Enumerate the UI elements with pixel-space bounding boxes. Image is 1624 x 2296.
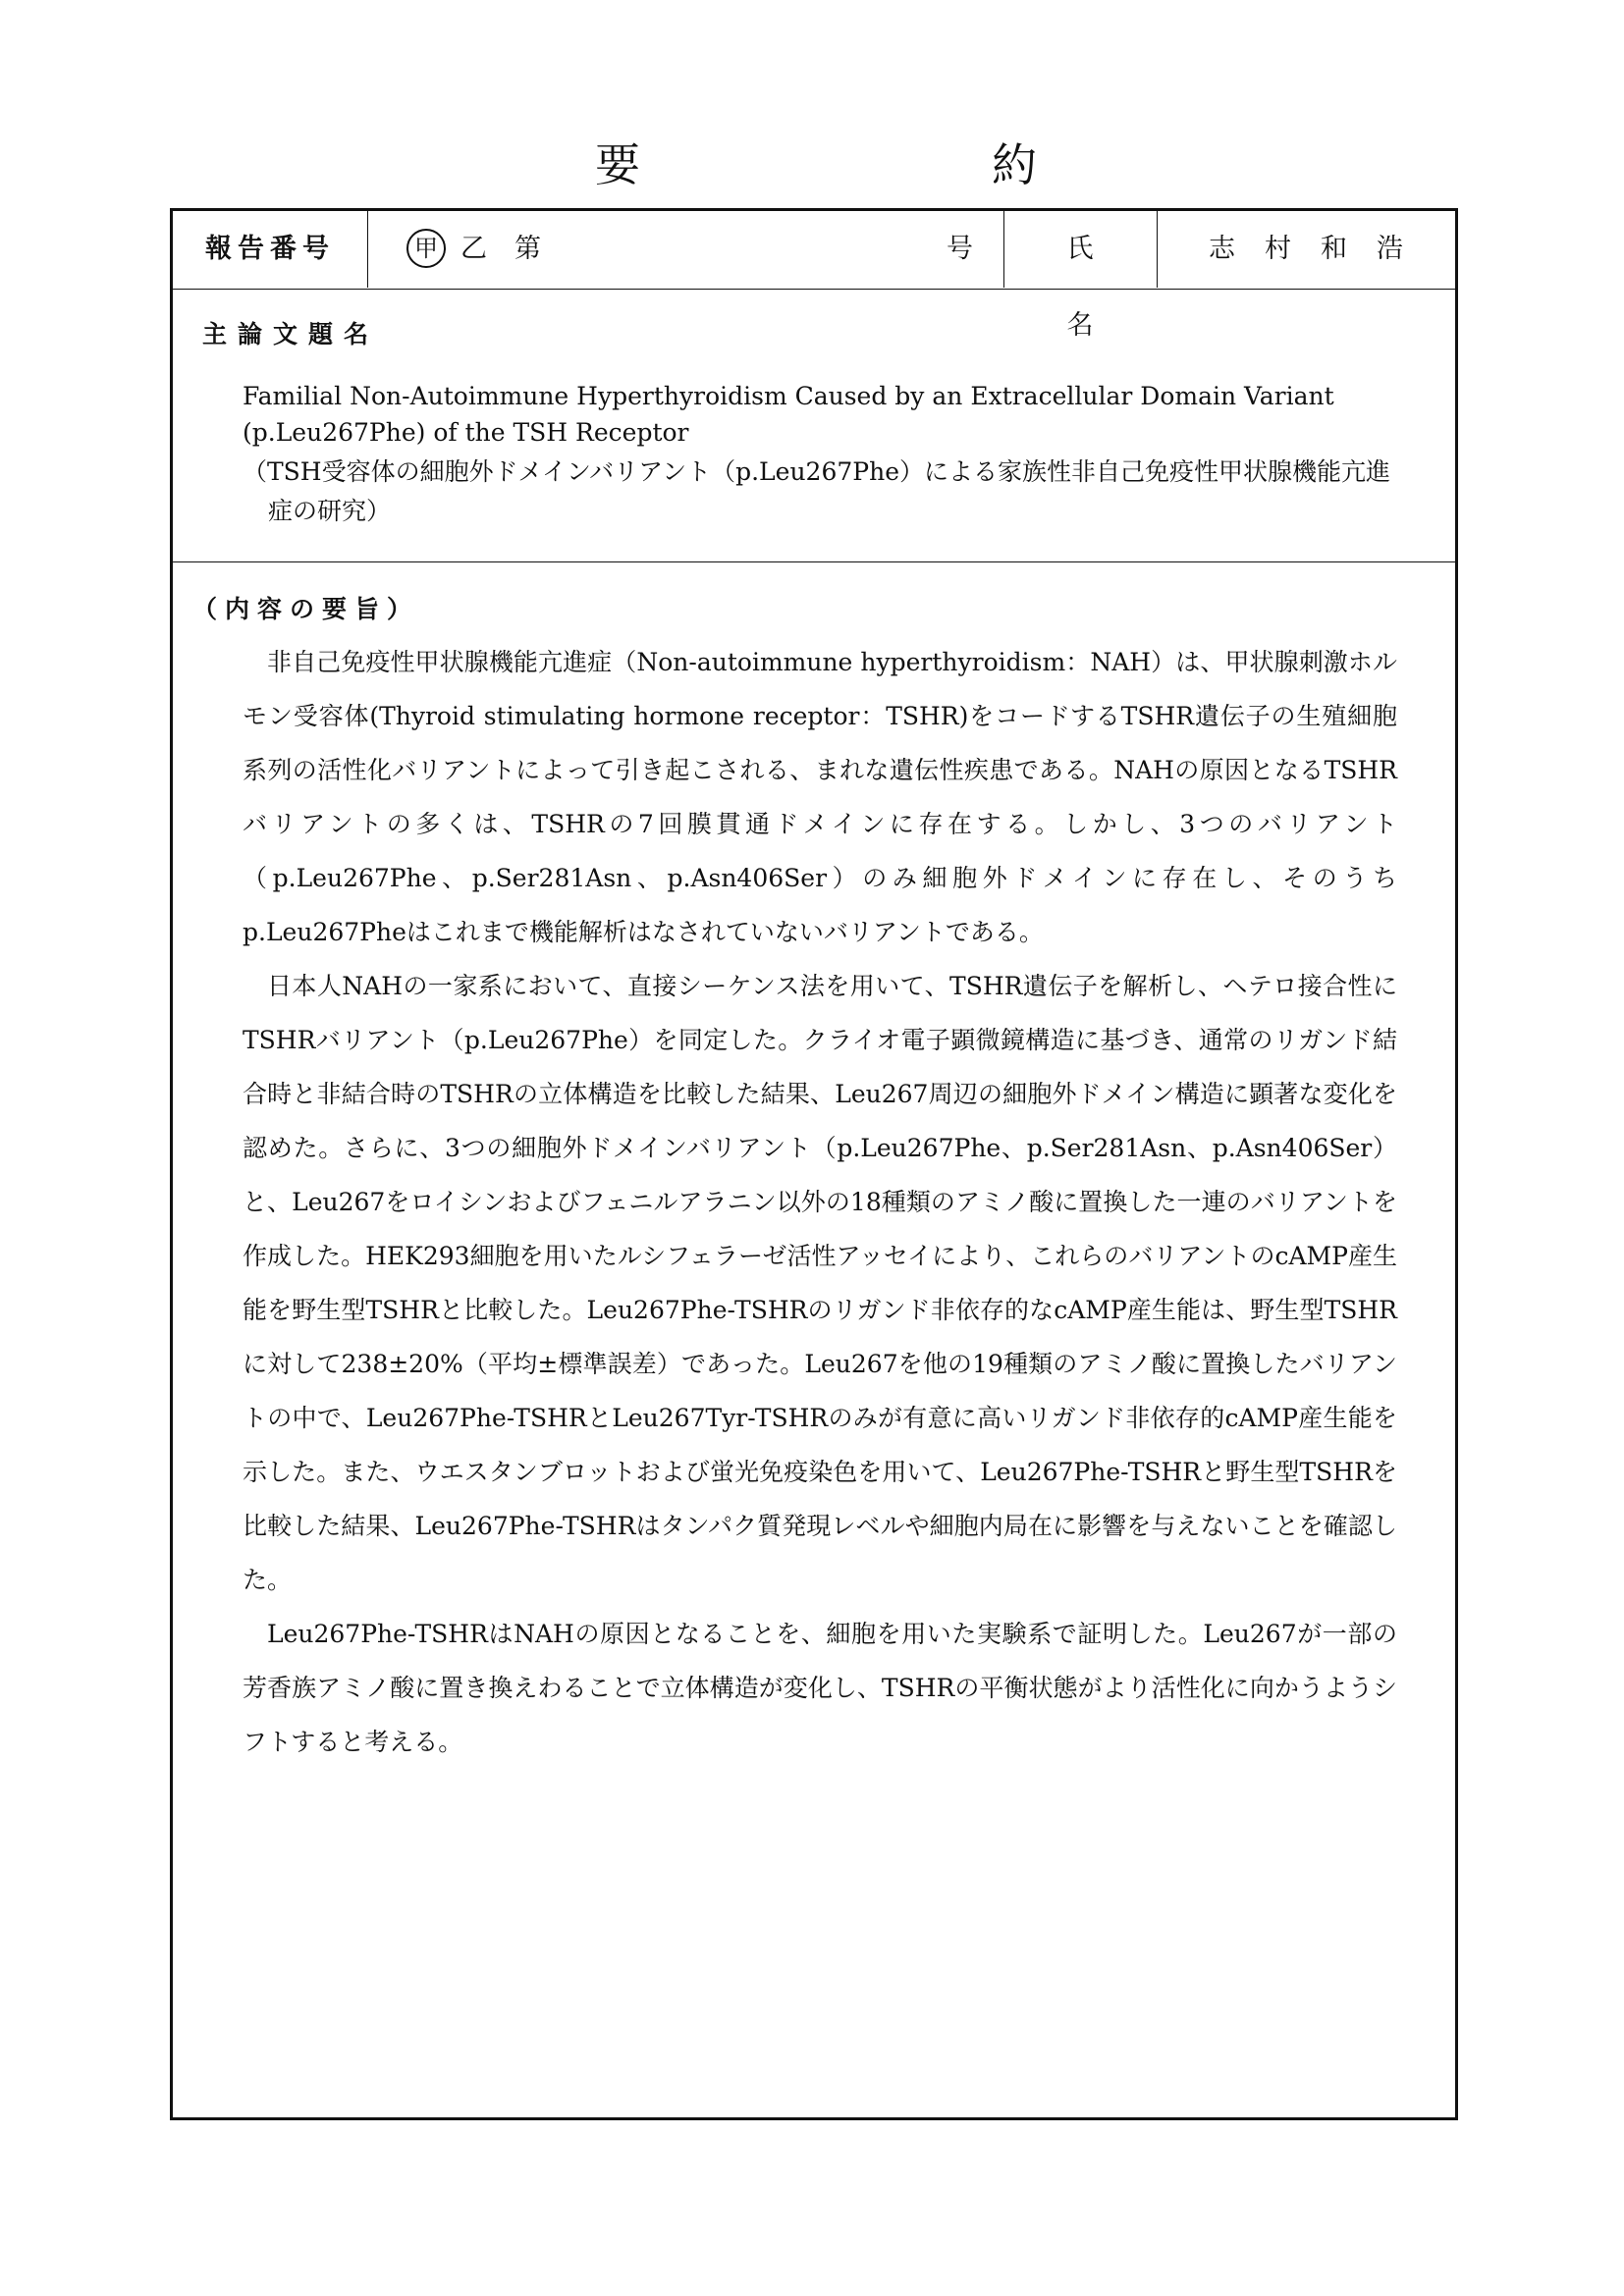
report-number-label: 報告番号	[205, 234, 335, 264]
document-heading	[0, 135, 1624, 194]
summary-paragraph: 日本人NAHの一家系において、直接シーケンス法を用いて、TSHR遺伝子を解析し、ヘテロ接合性にTSHRバリアント（p.Leu267Phe）を同定した。クライオ電子顕微鏡構造に基づき、通常のリガンド結合時と非結合時のTSHRの立体構造を比較した結果、Leu267周辺の細胞外ドメイン構造に顕著な変化を認めた。さらに、3つの細胞外ドメインバリアント（p.Leu267Phe、p.Ser281Asn、p.Asn406Ser）と、Leu267をロイシンおよびフェニルアラニン以外の18種類のアミノ酸に置換した一連のバリアントを作成した。HEK293細胞を用いたルシフェラーゼ活性アッセイにより、これらのバリアントのcAMP産生能を野生型TSHRと比較した。Leu267Phe-TSHRのリガンド非依存的なcAMP産生能は、野生型TSHRに対して238±20%（平均±標準誤差）であった。Leu267を他の19種類のアミノ酸に置換したバリアントの中で、Leu267Phe-TSHRとLeu267Tyr-TSHRのみが有意に高いリガンド非依存的cAMP産生能を示した。また、ウエスタンブロットおよび蛍光免疫染色を用いて、Leu267Phe-TSHRと野生型TSHRを比較した結果、Leu267Phe-TSHRはタンパク質発現レベルや細胞内局在に影響を与えないことを確認した。	[243, 972, 1397, 1594]
kou-circled-mark: 甲	[406, 229, 446, 268]
document-heading-left: 要	[595, 138, 640, 191]
otsu-text: 乙	[460, 234, 487, 264]
thesis-title-japanese: （TSH受容体の細胞外ドメインバリアント（p.Leu267Phe）による家族性非自己免疫性甲状腺機能亢進症の研究）	[243, 457, 1390, 525]
go-text: 号	[947, 234, 973, 264]
thesis-title-label: 主論文題名	[202, 320, 380, 348]
report-number-field	[367, 211, 1003, 288]
thesis-title-section	[173, 290, 1455, 562]
author-name: 志村和浩	[1209, 234, 1433, 264]
document-heading-right: 約	[992, 138, 1037, 191]
name-label: 氏名	[1066, 234, 1129, 341]
thesis-title-english: Familial Non-Autoimmune Hyperthyroidism Caused by an Extracellular Domain Variant (p.Leu267Phe) of the TSH Receptor	[243, 382, 1334, 447]
summary-form	[170, 208, 1458, 2120]
summary-paragraph: Leu267Phe-TSHRはNAHの原因となることを、細胞を用いた実験系で証明した。Leu267が一部の芳香族アミノ酸に置き換えわることで立体構造が変化し、TSHRの平衡状態がより活性化に向かうようシフトすると考える。	[243, 1620, 1397, 1756]
dai-text: 第	[514, 234, 541, 264]
summary-paragraph: 非自己免疫性甲状腺機能亢進症（Non-autoimmune hyperthyroidism：NAH）は、甲状腺刺激ホルモン受容体(Thyroid stimulating hormone receptor：TSHR)をコードするTSHR遺伝子の生殖細胞系列の活性化バリアントによって引き起こされる、まれな遺伝性疾患である。NAHの原因となるTSHRバリアントの多くは、TSHRの7回膜貫通ドメインに存在する。しかし、3つのバリアント（p.Leu267Phe、p.Ser281Asn、p.Asn406Ser）のみ細胞外ドメインに存在し、そのうちp.Leu267Pheはこれまで機能解析はなされていないバリアントである。	[243, 648, 1397, 946]
content-summary-body	[243, 635, 1397, 1769]
content-summary-label: （内容の要旨）	[192, 595, 420, 623]
